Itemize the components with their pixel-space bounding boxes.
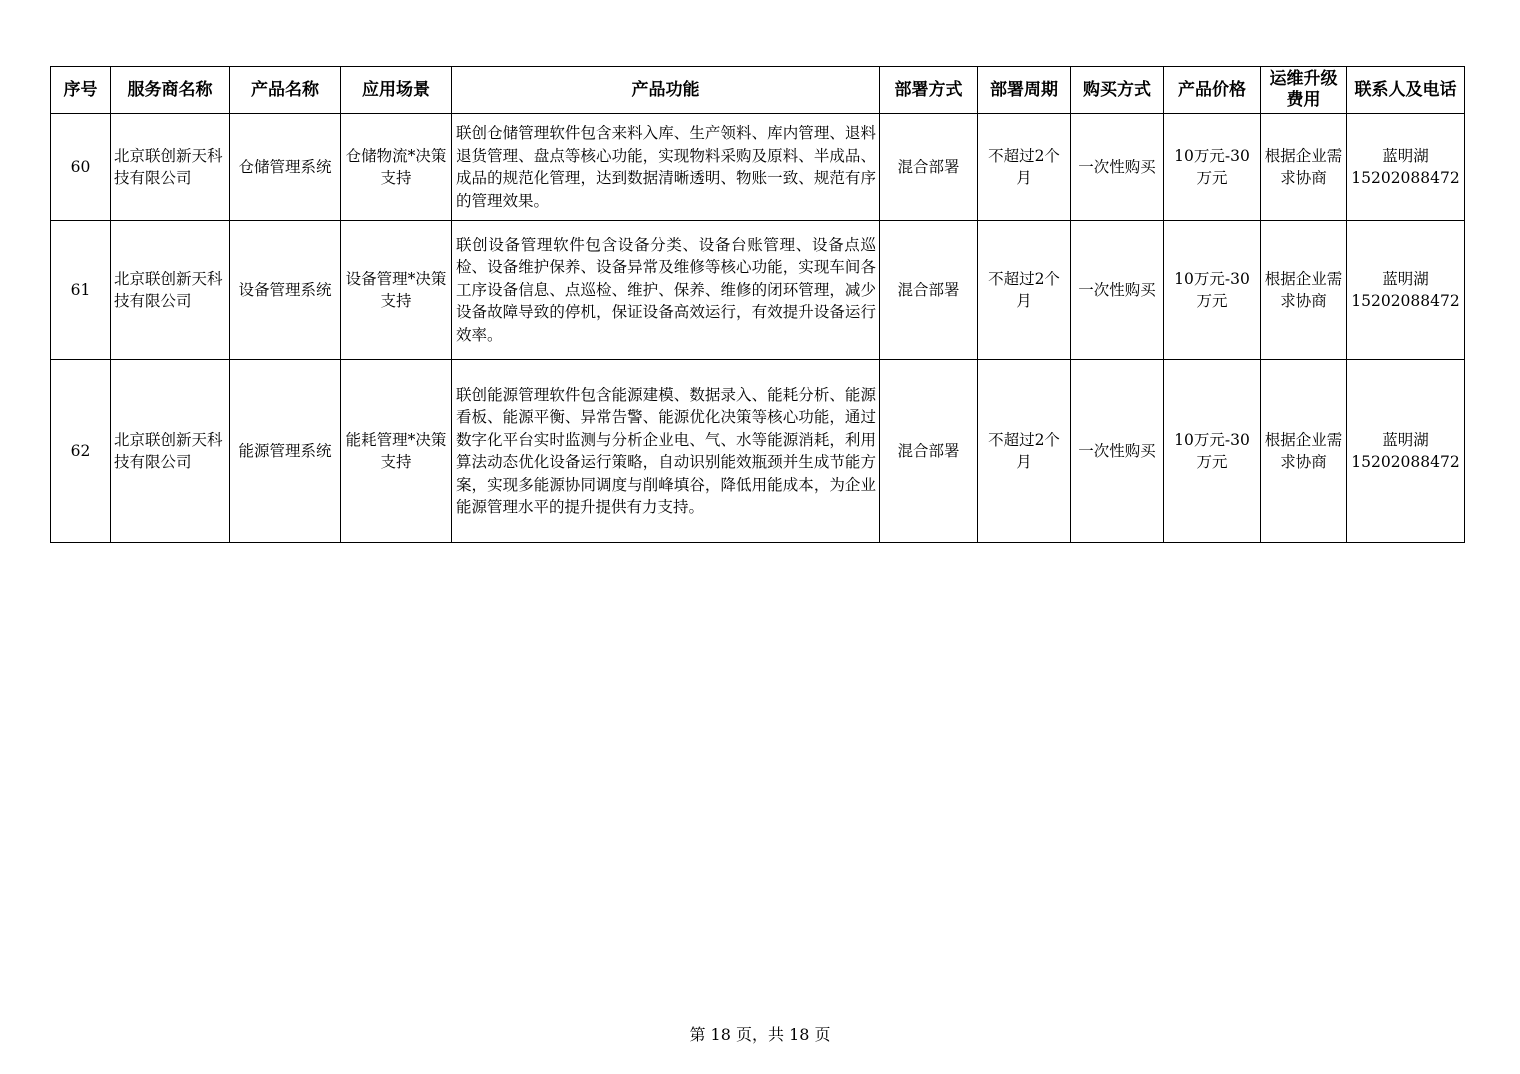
cell-seq: 60 (51, 114, 111, 221)
cell-function: 联创仓储管理软件包含来料入库、生产领料、库内管理、退料退货管理、盘点等核心功能，实现物料采购及原料、半成品、成品的规范化管理，达到数据清晰透明、物账一致、规范有序的管理效果。 (452, 114, 880, 221)
cell-scenario: 能耗管理*决策支持 (341, 360, 452, 543)
table-row (51, 360, 1465, 543)
product-catalog-table (50, 66, 1465, 543)
header-deploy-cycle: 部署周期 (978, 67, 1071, 114)
contact-phone: 15202088472 (1351, 453, 1460, 471)
cell-deploy-mode: 混合部署 (880, 114, 978, 221)
header-deploy-mode: 部署方式 (880, 67, 978, 114)
cell-price: 10万元-30万元 (1164, 360, 1261, 543)
page-number-footer: 第 18 页，共 18 页 (689, 1025, 831, 1044)
header-maintenance: 运维升级费用 (1261, 67, 1347, 114)
cell-purchase: 一次性购买 (1071, 114, 1164, 221)
table-row (51, 221, 1465, 360)
contact-name: 蓝明湖 (1382, 430, 1429, 449)
cell-contact (1347, 360, 1465, 543)
cell-scenario: 设备管理*决策支持 (341, 221, 452, 360)
cell-deploy-cycle: 不超过2个月 (978, 360, 1071, 543)
cell-seq: 62 (51, 360, 111, 543)
contact-name: 蓝明湖 (1382, 269, 1429, 288)
cell-function: 联创能源管理软件包含能源建模、数据录入、能耗分析、能源看板、能源平衡、异常告警、能源优化决策等核心功能，通过数字化平台实时监测与分析企业电、气、水等能源消耗，利用算法动态优化设备运行策略，自动识别能效瓶颈并生成节能方案，实现多能源协同调度与削峰填谷，降低用能成本，为企业能源管理水平的提升提供有力支持。 (452, 360, 880, 543)
cell-maintenance: 根据企业需求协商 (1261, 221, 1347, 360)
cell-price: 10万元-30万元 (1164, 114, 1261, 221)
cell-vendor: 北京联创新天科技有限公司 (111, 360, 230, 543)
table-header-row (51, 67, 1465, 114)
cell-product: 能源管理系统 (230, 360, 341, 543)
table-row (51, 114, 1465, 221)
cell-contact (1347, 221, 1465, 360)
cell-vendor: 北京联创新天科技有限公司 (111, 114, 230, 221)
cell-deploy-cycle: 不超过2个月 (978, 114, 1071, 221)
cell-maintenance: 根据企业需求协商 (1261, 114, 1347, 221)
contact-name: 蓝明湖 (1382, 146, 1429, 165)
cell-deploy-mode: 混合部署 (880, 360, 978, 543)
header-product: 产品名称 (230, 67, 341, 114)
cell-contact (1347, 114, 1465, 221)
cell-maintenance: 根据企业需求协商 (1261, 360, 1347, 543)
cell-purchase: 一次性购买 (1071, 221, 1164, 360)
contact-phone: 15202088472 (1351, 292, 1460, 310)
header-vendor: 服务商名称 (111, 67, 230, 114)
cell-deploy-cycle: 不超过2个月 (978, 221, 1071, 360)
cell-product: 设备管理系统 (230, 221, 341, 360)
header-price: 产品价格 (1164, 67, 1261, 114)
header-seq: 序号 (51, 67, 111, 114)
cell-vendor: 北京联创新天科技有限公司 (111, 221, 230, 360)
cell-scenario: 仓储物流*决策支持 (341, 114, 452, 221)
header-scenario: 应用场景 (341, 67, 452, 114)
cell-price: 10万元-30万元 (1164, 221, 1261, 360)
header-purchase: 购买方式 (1071, 67, 1164, 114)
header-contact: 联系人及电话 (1347, 67, 1465, 114)
header-function: 产品功能 (452, 67, 880, 114)
cell-seq: 61 (51, 221, 111, 360)
cell-function: 联创设备管理软件包含设备分类、设备台账管理、设备点巡检、设备维护保养、设备异常及维修等核心功能，实现车间各工序设备信息、点巡检、维护、保养、维修的闭环管理，减少设备故障导致的停机，保证设备高效运行，有效提升设备运行效率。 (452, 221, 880, 360)
cell-deploy-mode: 混合部署 (880, 221, 978, 360)
contact-phone: 15202088472 (1351, 169, 1460, 187)
cell-product: 仓储管理系统 (230, 114, 341, 221)
cell-purchase: 一次性购买 (1071, 360, 1164, 543)
